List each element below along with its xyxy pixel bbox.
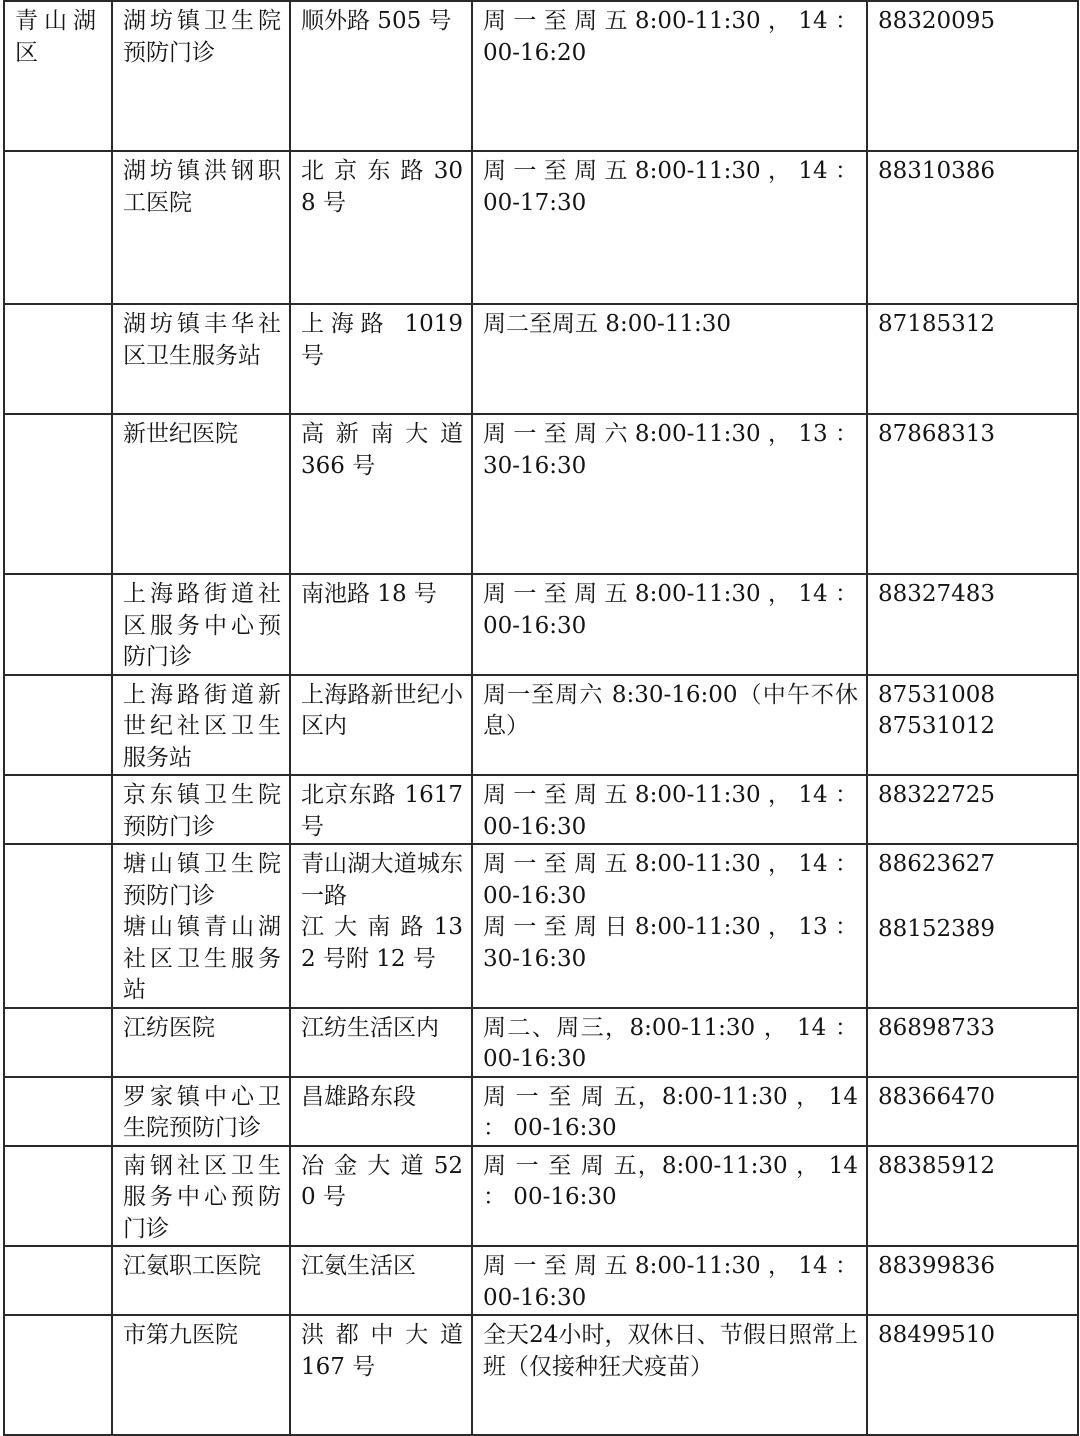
clinic-name: 江氨职工医院 [123,1253,261,1279]
clinic-phone-cell [867,574,1078,675]
clinic-phone-cell [867,675,1078,776]
clinic-name: 上海路街道社区服务中心预防门诊 [123,581,281,670]
clinic-phone: 88623627 [878,851,996,877]
table-row [4,304,1078,414]
clinic-address: 昌雄路东段 [301,1083,416,1110]
clinic-address: 北京东路 1617 号 [301,782,463,840]
clinic-name: 新世纪医院 [123,421,238,447]
district-cell [4,151,112,304]
clinic-name: 南钢社区卫生服务中心预防门诊 [123,1152,281,1242]
clinic-address-cell [290,1146,472,1247]
clinic-name-cell [112,151,290,304]
clinic-phone-cell [867,1146,1078,1247]
table-row [4,675,1078,776]
clinic-name: 湖坊镇洪钢职工医院 [123,158,281,216]
clinic-hours-cell [472,1,867,151]
clinic-phone-cell [867,1,1078,151]
clinic-address-cell [290,844,472,1008]
clinic-name-cell [112,414,290,574]
clinic-address: 冶 金 大 道 520 号 [301,1152,463,1210]
clinic-address-cell [290,574,472,675]
clinic-hours: 周 一 至 周 五，8:00-11:30 ， 14 ： 00-16:30 [483,1152,858,1210]
clinic-name-cell [112,775,290,844]
clinic-phone: 88499510 [878,1322,996,1348]
clinic-hours-cell [472,675,867,776]
clinic-hours: 周 一 至 周 五 8:00-11:30 ， 14 ： 00-16:20 [483,8,858,66]
clinic-hours: 周 一 至 周 五，8:00-11:30 ， 14 ： 00-16:30 [483,1083,858,1141]
clinic-address: 上海路 1019 号 [301,311,463,369]
table-row [4,844,1078,1008]
district-name: 青山湖区 [15,8,102,66]
district-cell [4,574,112,675]
clinic-hours: 周 一 至 周 五 8:00-11:30 ， 14 ： 00-16:30 [483,782,858,840]
clinic-phone-cell [867,1315,1078,1435]
clinic-phone-cell [867,304,1078,414]
clinic-hours: 周 一 至 周 五 8:00-11:30 ， 14 ： 00-17:30 [483,158,858,216]
clinic-hours: 周一至周六 8:30-16:00（中午不休息） [483,681,858,739]
clinic-address: 江纺生活区内 [301,1014,439,1041]
clinic-address: 南池路 18 号 [301,581,437,607]
clinic-name-cell [112,675,290,776]
clinic-name: 江纺医院 [123,1014,215,1041]
clinic-table-body [4,1,1078,1435]
district-cell [4,304,112,414]
clinic-hours-cell [472,775,867,844]
clinic-hours-cell [472,414,867,574]
clinic-address: 高 新 南 大 道 366 号 [301,421,463,479]
clinic-address: 顺外路 505 号 [301,8,452,34]
clinic-phone: 87868313 [878,421,996,447]
clinic-address: 上海路新世纪小区内 [301,681,463,739]
clinic-phone-cell [867,775,1078,844]
clinic-name-cell [112,1315,290,1435]
clinic-hours-cell [472,1077,867,1146]
clinic-address: 青山湖大道城东一路 [301,851,463,909]
clinic-hours-cell [472,1008,867,1077]
clinic-phone: 88399836 [878,1253,996,1279]
clinic-name-cell [112,1246,290,1315]
clinic-phone-cell [867,414,1078,574]
district-cell [4,1315,112,1435]
clinic-name: 湖坊镇丰华社区卫生服务站 [123,311,281,369]
clinic-address-cell [290,775,472,844]
clinic-phone: 87531012 [878,713,996,739]
table-row [4,1246,1078,1315]
clinic-phone-cell [867,1008,1078,1077]
table-row [4,574,1078,675]
clinic-address: 北 京 东 路 308 号 [301,158,463,216]
district-cell [4,1146,112,1247]
clinic-name: 上海路街道新世纪社区卫生服务站 [123,681,281,771]
district-cell [4,1008,112,1077]
clinic-phone: 87531008 [878,681,996,708]
clinic-address-cell [290,1008,472,1077]
district-cell [4,844,112,1008]
clinic-address-cell [290,304,472,414]
clinic-hours-cell [472,844,867,1008]
clinic-hours-cell [472,151,867,304]
clinic-hours: 周 一 至 周 五 8:00-11:30 ， 14 ： 00-16:30 [483,581,858,639]
clinic-address-cell [290,1315,472,1435]
table-row [4,151,1078,304]
table-row [4,1315,1078,1435]
clinic-name-cell [112,1,290,151]
clinic-hours-cell [472,574,867,675]
district-cell [4,1,112,151]
clinic-name: 塘山镇卫生院预防门诊 [123,851,281,909]
table-row [4,1146,1078,1247]
table-row [4,775,1078,844]
district-cell [4,1246,112,1315]
clinic-name-cell [112,574,290,675]
clinic-address: 洪 都 中 大 道 167 号 [301,1322,463,1380]
clinic-name-cell [112,304,290,414]
clinic-name: 京东镇卫生院预防门诊 [123,782,281,840]
clinic-phone: 88366470 [878,1083,996,1110]
clinic-address-cell [290,414,472,574]
clinic-hours: 周 一 至 周 五 8:00-11:30 ， 14 ： 00-16:30 [483,851,858,909]
table-row [4,1077,1078,1146]
clinic-phone: 88322725 [878,782,996,808]
district-cell [4,414,112,574]
clinic-hours: 周 一 至 周 日 8:00-11:30 ， 13 ： 30-16:30 [483,914,858,972]
clinic-phone-cell [867,1246,1078,1315]
clinic-phone: 86898733 [878,1014,996,1041]
clinic-address: 江 大 南 路 132 号附 12 号 [301,914,463,972]
clinic-name-cell [112,1146,290,1247]
district-cell [4,775,112,844]
clinic-phone-cell [867,844,1078,1008]
clinic-phone-cell [867,151,1078,304]
clinic-address-cell [290,675,472,776]
clinic-address-cell [290,151,472,304]
district-cell [4,675,112,776]
clinic-hours: 周 一 至 周 六 8:00-11:30 ， 13 ： 30-16:30 [483,421,858,479]
clinic-hours: 周二、周三，8:00-11:30 ， 14 ： 00-16:30 [483,1014,858,1072]
clinic-phone: 88152389 [878,915,996,942]
clinic-phone: 88320095 [878,8,996,34]
clinic-address-cell [290,1246,472,1315]
district-cell [4,1077,112,1146]
table-row [4,1008,1078,1077]
clinic-hours-cell [472,304,867,414]
phone-spacer [878,881,1069,914]
clinic-hours: 周 一 至 周 五 8:00-11:30 ， 14 ： 00-16:30 [483,1253,858,1311]
clinic-name-cell [112,1008,290,1077]
clinic-name: 湖坊镇卫生院预防门诊 [123,8,281,66]
clinic-address-cell [290,1,472,151]
clinic-address: 江氨生活区 [301,1253,416,1279]
clinic-phone: 88327483 [878,581,996,607]
table-row [4,414,1078,574]
table-row [4,1,1078,151]
clinic-phone: 87185312 [878,311,996,337]
clinic-address-cell [290,1077,472,1146]
clinic-phone: 88385912 [878,1152,996,1179]
clinic-hours-cell [472,1146,867,1247]
clinic-hours-cell [472,1315,867,1435]
clinic-name-cell [112,844,290,1008]
clinic-hours: 全天24小时，双休日、节假日照常上班（仅接种狂犬疫苗） [483,1322,858,1380]
clinic-table [3,0,1079,1436]
clinic-hours-cell [472,1246,867,1315]
clinic-name: 市第九医院 [123,1322,238,1348]
clinic-phone-cell [867,1077,1078,1146]
clinic-name: 塘山镇青山湖社区卫生服务站 [123,914,281,1003]
clinic-hours: 周二至周五 8:00-11:30 [483,311,732,337]
clinic-phone: 88310386 [878,158,996,184]
clinic-name-cell [112,1077,290,1146]
clinic-name: 罗家镇中心卫生院预防门诊 [123,1083,281,1141]
vaccination-clinic-table-page [3,0,1077,1436]
